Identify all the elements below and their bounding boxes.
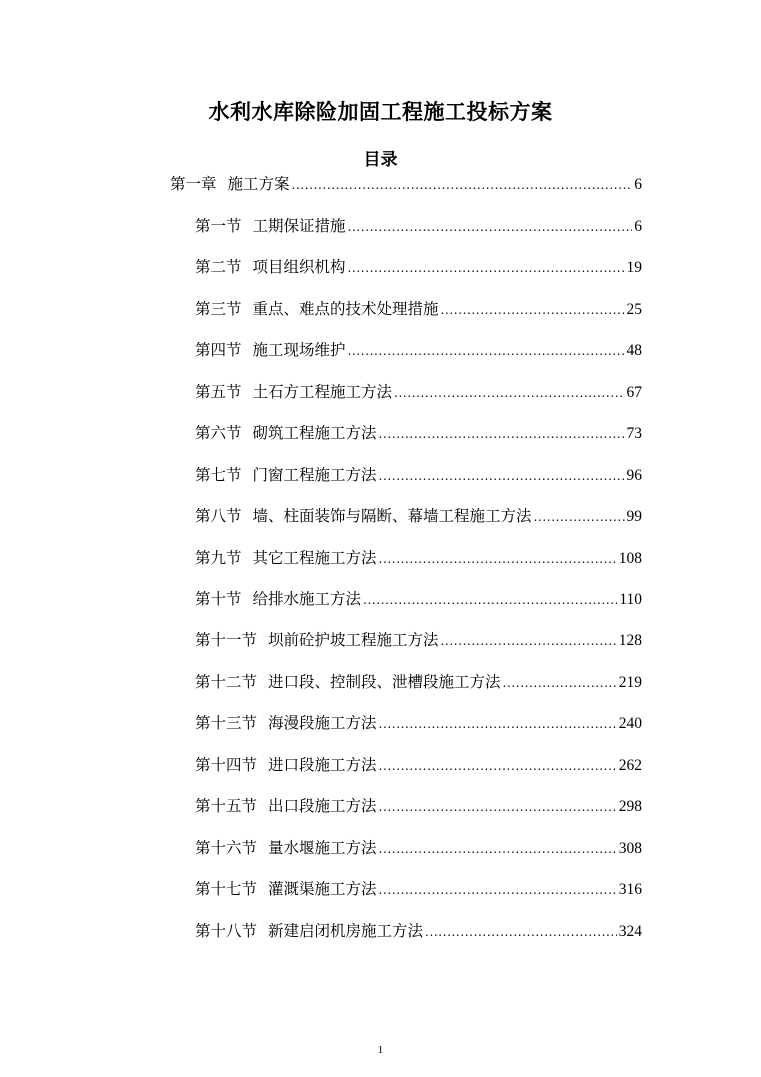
toc-title: 坝前砼护坡工程施工方法 xyxy=(268,631,439,649)
toc-title: 墙、柱面装饰与隔断、幕墙工程施工方法 xyxy=(252,507,532,525)
toc-title: 施工现场维护 xyxy=(252,341,346,359)
dot-leader xyxy=(503,673,617,693)
toc-section[interactable] xyxy=(195,921,642,942)
toc-title: 施工方案 xyxy=(227,175,290,193)
toc-section[interactable] xyxy=(195,506,642,527)
toc-title: 给排水施工方法 xyxy=(252,590,362,608)
dot-leader xyxy=(292,175,633,195)
toc-section[interactable] xyxy=(195,423,642,444)
toc-section[interactable] xyxy=(195,796,642,817)
toc-section[interactable] xyxy=(195,340,642,361)
toc-section[interactable] xyxy=(195,879,642,900)
dot-leader xyxy=(441,631,617,651)
toc-section[interactable] xyxy=(195,299,642,320)
toc-title: 土石方工程施工方法 xyxy=(252,383,393,401)
toc-section[interactable] xyxy=(195,382,642,403)
toc-section[interactable] xyxy=(195,672,642,693)
toc-title: 出口段施工方法 xyxy=(268,797,377,815)
toc-page: 298 xyxy=(618,798,642,815)
dot-leader xyxy=(363,590,617,610)
toc-page: 19 xyxy=(626,259,642,276)
toc-section[interactable] xyxy=(195,838,642,859)
dot-leader xyxy=(379,839,617,859)
toc-number: 第十二节 xyxy=(195,673,258,691)
toc-title: 量水堰施工方法 xyxy=(268,839,377,857)
toc-number: 第十六节 xyxy=(195,839,258,857)
toc-section[interactable] xyxy=(195,713,642,734)
toc-number: 第九节 xyxy=(195,549,242,567)
page-number: 1 xyxy=(377,1044,384,1056)
toc-page: 25 xyxy=(626,301,642,318)
toc-page: 324 xyxy=(618,923,642,940)
toc-page: 67 xyxy=(626,384,642,401)
toc-title: 进口段、控制段、泄槽段施工方法 xyxy=(268,673,501,691)
toc-section[interactable] xyxy=(195,630,642,651)
toc-page: 128 xyxy=(618,632,642,649)
toc-number: 第二节 xyxy=(195,258,242,276)
toc-title: 其它工程施工方法 xyxy=(252,549,377,567)
dot-leader xyxy=(441,300,625,320)
dot-leader xyxy=(379,880,617,900)
toc-number: 第三节 xyxy=(195,300,242,318)
toc-section[interactable] xyxy=(195,465,642,486)
toc-heading: 目录 xyxy=(363,150,398,170)
toc-section[interactable] xyxy=(195,589,642,610)
dot-leader xyxy=(348,258,625,278)
toc-section[interactable] xyxy=(195,216,642,237)
toc-section[interactable] xyxy=(195,548,642,569)
toc-page: 108 xyxy=(618,550,642,567)
toc-page: 308 xyxy=(618,840,642,857)
dot-leader xyxy=(379,549,617,569)
toc-section[interactable] xyxy=(195,257,642,278)
toc-page: 96 xyxy=(626,467,642,484)
toc-page: 48 xyxy=(626,342,642,359)
toc-title: 海漫段施工方法 xyxy=(268,714,377,732)
toc-number: 第十七节 xyxy=(195,880,258,898)
toc-number: 第一节 xyxy=(195,217,242,235)
toc-number: 第十五节 xyxy=(195,797,258,815)
toc-number: 第十八节 xyxy=(195,922,258,940)
toc-number: 第五节 xyxy=(195,383,242,401)
toc-title: 新建启闭机房施工方法 xyxy=(268,922,424,940)
toc-title: 项目组织机构 xyxy=(252,258,346,276)
toc-page: 99 xyxy=(626,508,642,525)
toc-number: 第四节 xyxy=(195,341,242,359)
toc-number: 第十一节 xyxy=(195,631,258,649)
dot-leader xyxy=(379,466,625,486)
toc-title: 重点、难点的技术处理措施 xyxy=(252,300,439,318)
dot-leader xyxy=(534,507,625,527)
dot-leader xyxy=(348,341,625,361)
toc-page: 110 xyxy=(619,591,642,608)
dot-leader xyxy=(394,383,624,403)
toc-title: 灌溉渠施工方法 xyxy=(268,880,377,898)
toc-number: 第六节 xyxy=(195,424,242,442)
toc-section[interactable] xyxy=(195,755,642,776)
toc-number: 第七节 xyxy=(195,466,242,484)
toc-title: 砌筑工程施工方法 xyxy=(252,424,377,442)
dot-leader xyxy=(425,922,617,942)
toc-page: 262 xyxy=(618,757,642,774)
toc-page: 6 xyxy=(634,176,642,193)
toc-title: 门窗工程施工方法 xyxy=(252,466,377,484)
toc-page: 240 xyxy=(618,715,642,732)
toc-number: 第一章 xyxy=(170,175,217,193)
dot-leader xyxy=(379,756,617,776)
toc-number: 第十节 xyxy=(195,590,242,608)
toc-number: 第十三节 xyxy=(195,714,258,732)
toc-page: 219 xyxy=(618,674,642,691)
toc-page: 316 xyxy=(618,881,642,898)
toc-chapter[interactable] xyxy=(170,174,642,195)
dot-leader xyxy=(379,714,617,734)
toc-number: 第八节 xyxy=(195,507,242,525)
toc-title: 进口段施工方法 xyxy=(268,756,377,774)
toc-number: 第十四节 xyxy=(195,756,258,774)
dot-leader xyxy=(379,797,617,817)
document-title: 水利水库除险加固工程施工投标方案 xyxy=(208,100,553,124)
dot-leader xyxy=(348,217,633,237)
toc-page: 6 xyxy=(634,218,642,235)
dot-leader xyxy=(379,424,625,444)
toc-title: 工期保证措施 xyxy=(252,217,346,235)
toc-page: 73 xyxy=(626,425,642,442)
